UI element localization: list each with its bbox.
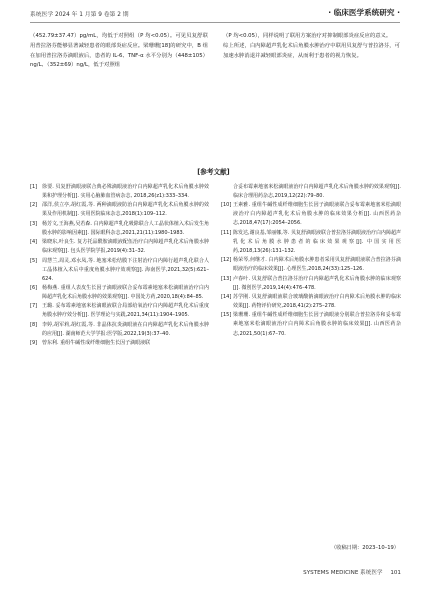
reference-number: [3] xyxy=(30,220,38,227)
reference-text: 周慧兰,周灵,邓水凤,等. 地塞米松结膜下注射治疗白内障行超声乳化联合人工晶体植入术后中重度角膜水肿疗效观察[J]. 海南医学,2021,32(5):621–624. xyxy=(42,257,209,282)
journal-name-english: SYSTEMS MEDICINE xyxy=(303,570,359,576)
reference-number: [7] xyxy=(30,303,38,310)
reference-number: [5] xyxy=(30,257,38,264)
references-heading: [参考文献] xyxy=(197,168,230,176)
reference-item xyxy=(221,229,401,256)
reference-item xyxy=(30,238,209,256)
reference-number xyxy=(221,183,233,201)
reference-number: [4] xyxy=(30,239,38,246)
reference-item xyxy=(30,284,209,302)
reference-item xyxy=(30,339,209,348)
journal-name-chinese: 系统医学 xyxy=(360,570,383,576)
reference-number: [12] xyxy=(221,257,232,264)
references-left-column xyxy=(30,183,209,349)
reference-text: 杨荣琴,何继才. 白内障术后角膜水肿患者采用贝复舒滴眼液联合普拉洛芬滴眼液治疗的临床效果[J]. 心理医生,2018,24(33):125–126. xyxy=(233,257,401,273)
reference-text: 曾东利. 重组牛碱性成纤维细胞生长因子滴眼液联 xyxy=(42,340,151,347)
reference-number: [14] xyxy=(221,294,232,301)
page-number: 101 xyxy=(390,570,401,576)
reference-text: 陈发达,谢良基,邹丽娜,等. 贝复舒滴眼液联合普拉洛芬滴眼液治疗白内障超声乳化术后角膜水肿患者的临床效果观察[J]. 中国实用医药,2018,13(26):131–132. xyxy=(233,229,401,254)
reference-number: [8] xyxy=(30,321,38,328)
reference-text: 徐要. 贝复舒滴眼液联合典必殊滴眼液治疗白内障超声乳化术后角膜水肿效果和护理分析[J]. 实用心脑肺血管病杂志, 2018,26(z1):333–334. xyxy=(42,184,209,200)
reference-item xyxy=(221,275,401,293)
reference-item xyxy=(221,201,401,228)
reference-item xyxy=(30,321,209,339)
reference-number: [9] xyxy=(30,340,38,347)
reference-text: 李婷,胡军莉,胡红霞,等. 非晶体抗炎滴眼液在白内障超声乳化术后角膜水肿的应用[J]. 湖南师范大学学报:医学版,2022,19(3):37–40. xyxy=(42,321,209,337)
reference-text: 梁珊珊. 重组牛碱性成纤维细胞生长因子滴眼液分别联合普拉洛芬和妥布霉素地塞米松滴眼液治疗白内障术后角膜水肿的临床效果[J]. 山西医药杂志,2021,50(1):67–70. xyxy=(233,312,401,337)
reference-text: 苏学刚. 贝复舒滴眼液联合玻璃酸钠滴眼液治疗白内障术后角膜水肿的临床效果[J]. 药物评价研究,2018,41(2):275–278. xyxy=(233,294,401,310)
reference-number: [11] xyxy=(221,229,232,236)
reference-item xyxy=(30,183,209,201)
journal-issue: 系统医学 2024 年 1 月第 9 卷第 2 期 xyxy=(30,12,129,18)
reference-text: 卢春叶. 贝复舒联合普拉洛芬治疗白内障超声乳化术后角膜水肿的临床观察[J]. 微创医学,2019,14(4):476–478. xyxy=(233,275,401,291)
reference-item xyxy=(30,257,209,284)
reference-number: [15] xyxy=(221,312,232,319)
body-text-right xyxy=(223,32,400,61)
reference-number: [1] xyxy=(30,184,38,190)
reference-text: 王素雅. 重组牛碱性成纤维细胞生长因子滴眼液联合妥布霉素地塞米松滴眼液治疗白内障超声乳化术后角膜水肿的临床效果分析[J]. 山西医药杂志,2018,47(17):2054–2056. xyxy=(233,202,401,227)
reference-number: [10] xyxy=(221,202,232,209)
section-title: · 临床医学系统研究 · xyxy=(328,8,400,17)
reference-item xyxy=(221,293,401,311)
reference-text: 王璐. 妥布霉素地塞米松滴眼液联合局部给氧治疗白内障超声乳化术后重度角膜水肿疗效分析[J]. 医学理论与实践,2021,34(11):1904–1905. xyxy=(42,303,209,319)
reference-number: [6] xyxy=(30,285,38,291)
reference-number: [2] xyxy=(30,202,38,209)
reference-item xyxy=(221,256,401,274)
reference-text: 梁晓东,叶良生. 复方托品酰胺滴眼液配伍治疗白内障超声乳化术后角膜水肿临床观察[J]. 包头医学院学报,2019(4):31–32. xyxy=(42,239,209,255)
reference-text: 杨芳文,王海燕,吴若森. 白内障超声乳化吸除联合人工晶状体植入术后发生角膜水肿的影响因素[J]. 国际眼科杂志,2021,21(11):1980–1983. xyxy=(42,220,209,236)
body-paragraph: （452.79±37.47）pg/mL，均低于对照组（P 均<0.05）。可见贝复舒联用普拉洛芬能够显著减轻患者的眼部炎症反应。梁珊珊[18]的研究中，B 组在加用普拉洛芬滴眼液后，患者的 IL-6、TNF-α 水平分别为（448±105）ng/L、（352±69）ng/L，低于对照组 xyxy=(30,33,208,69)
received-date: （收稿日期：2023–10–19） xyxy=(331,545,399,551)
reference-number: [13] xyxy=(221,275,232,282)
reference-text: 合妥布霉素地塞米松滴眼液治疗白内障超声乳化术后角膜水肿的效果观察[J]. 临床合理用药杂志,2019,12(22):79–80. xyxy=(233,184,401,200)
running-header xyxy=(30,6,400,23)
references-right-column xyxy=(221,183,401,339)
reference-item xyxy=(221,311,401,338)
reference-item xyxy=(30,201,209,219)
page-footer xyxy=(303,568,401,576)
reference-item xyxy=(30,220,209,238)
reference-text: 杨梅燕. 重组人表皮生长因子滴眼液联合妥布霉素地塞米松滴眼液治疗白内障超声乳化术后角膜水肿的效果观察[J]. 中国处方药,2020,18(4):84–85. xyxy=(42,285,209,301)
body-text-left xyxy=(30,32,208,71)
reference-text: 邵洋,侯立亭,胡红霞,等. 两种滴眼液防治白内障超声乳化术后角膜水肿的效果及作用机制[J]. 实用医院临床杂志,2018(1):109–112. xyxy=(42,202,209,218)
body-paragraph-conclusion: （P 均<0.05），同样说明了联用方案治疗对抑制眼部炎症反应的意义。 综上所述，白内障超声乳化术后角膜水肿治疗中联用贝复舒与普拉洛芬，可加速水肿消退并减轻眼部炎症，从而利于患者的视力恢复。 xyxy=(223,33,400,59)
reference-item-continued xyxy=(221,183,401,201)
reference-item xyxy=(30,302,209,320)
